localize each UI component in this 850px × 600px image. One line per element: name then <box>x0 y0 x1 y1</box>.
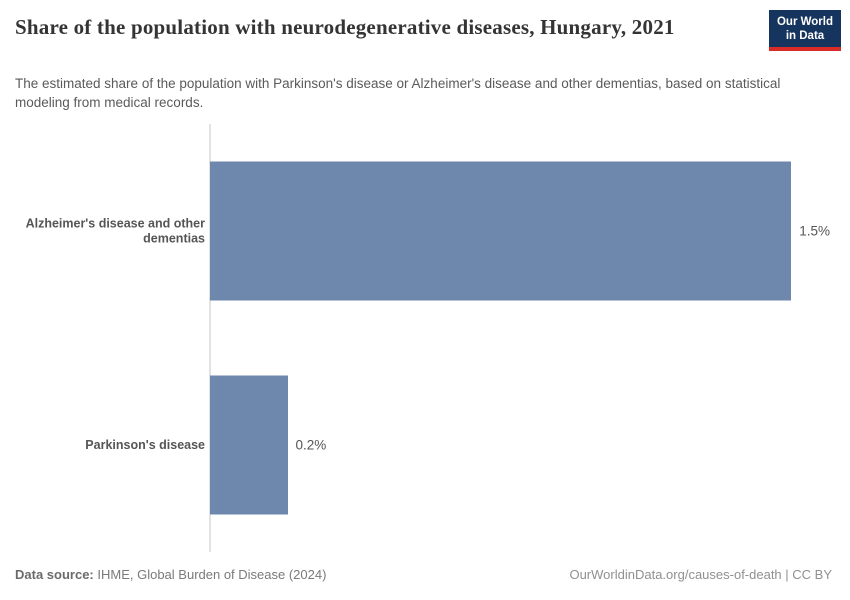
value-label: 0.2% <box>295 437 327 453</box>
owid-logo-line2: in Data <box>785 30 825 42</box>
data-source-label: Data source: <box>15 567 94 582</box>
category-label: Parkinson's disease <box>85 437 205 452</box>
chart-subtitle: The estimated share of the population with Parkinson's disease or Alzheimer's disease and other dementias, based on statistical modeling from medical records. <box>15 76 781 110</box>
chart-footer <box>15 567 832 582</box>
bar[interactable] <box>210 162 791 301</box>
value-label: 1.5% <box>799 223 831 239</box>
data-source-text: IHME, Global Burden of Disease (2024) <box>97 567 327 582</box>
bar-row <box>0 124 850 338</box>
owid-logo-line1: Our World <box>776 16 833 28</box>
data-source-note <box>15 567 326 582</box>
attribution-link: OurWorldinData.org/causes-of-death | CC BY <box>569 567 832 582</box>
bar-row <box>0 338 850 552</box>
chart-title: Share of the population with neurodegenerative diseases, Hungary, 2021 <box>15 15 675 39</box>
bar[interactable] <box>210 376 288 515</box>
category-label: Alzheimer's disease and other dementias <box>25 216 205 245</box>
